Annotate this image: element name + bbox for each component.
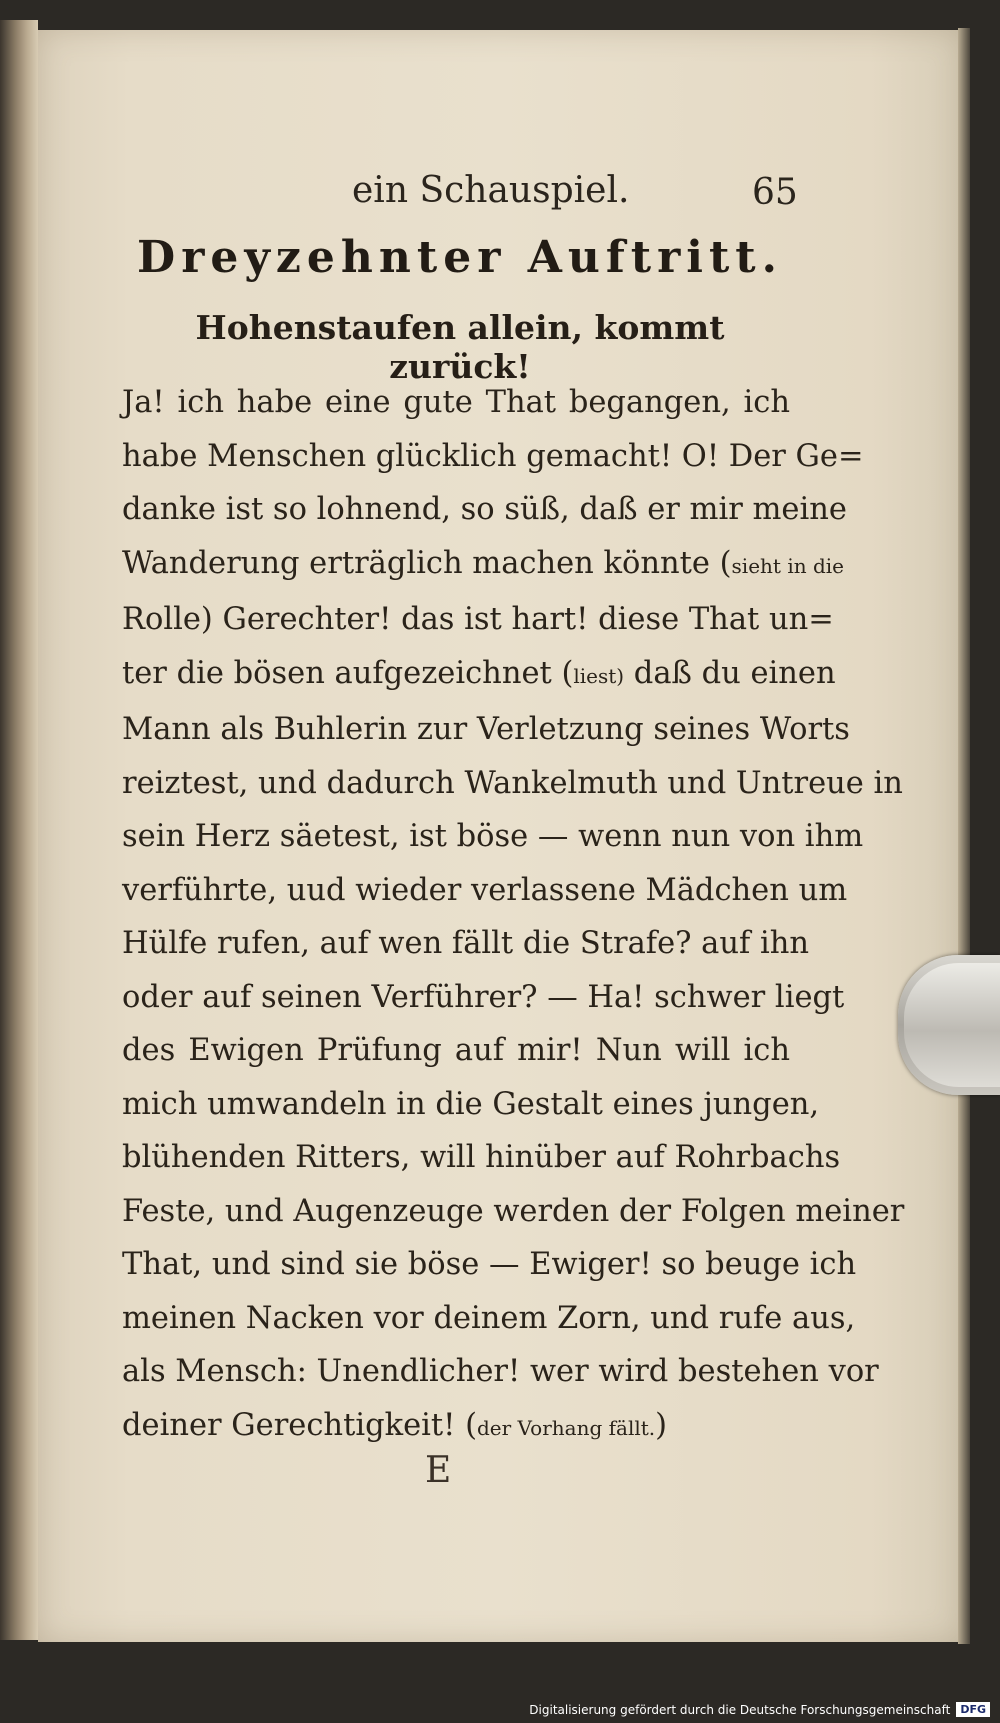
text-line: mich umwandeln in die Gestalt eines jungen,	[122, 1086, 820, 1122]
text-line: Rolle) Gerechter! das ist hart! diese That un=	[122, 602, 834, 637]
text-line: ter die bösen aufgezeichnet (liest) daß du einen	[122, 655, 836, 691]
text-line: Ja! ich habe eine gute That begangen, ich	[122, 385, 790, 420]
stage-direction: Hohenstaufen allein, kommt zurück!	[195, 308, 725, 386]
page-number: 65	[752, 172, 798, 213]
stage-aside: liest)	[573, 663, 625, 688]
text-line: sein Herz säetest, ist böse — wenn nun von ihm	[122, 819, 864, 854]
text-line: habe Menschen glücklich gemacht! O! Der Ge=	[122, 438, 864, 474]
signature-mark: E	[425, 1450, 452, 1491]
text-line: Wanderung erträglich machen könnte (sieht in die	[122, 545, 844, 581]
text-line: des Ewigen Prüfung auf mir! Nun will ich	[122, 1033, 790, 1068]
text-line: oder auf seinen Verführer? — Ha! schwer liegt	[122, 979, 845, 1015]
funding-credit: Digitalisierung gefördert durch die Deutsche Forschungsgemeinschaft	[529, 1702, 951, 1717]
scene-title: Dreyzehnter Auftritt.	[137, 232, 783, 283]
text-line: als Mensch: Unendlicher! wer wird bestehen vor	[122, 1354, 879, 1389]
text-line: That, und sind sie böse — Ewiger! so beuge ich	[122, 1247, 857, 1282]
text-line: Feste, und Augenzeuge werden der Folgen meiner	[122, 1193, 905, 1229]
dfg-logo: DFG	[956, 1702, 990, 1717]
text-line: meinen Nacken vor deinem Zorn, und rufe aus,	[122, 1300, 856, 1336]
text-line: Hülfe rufen, auf wen fällt die Strafe? auf ihn	[122, 926, 810, 961]
left-page-edge	[0, 20, 38, 1640]
stage-aside: der Vorhang fällt.	[477, 1415, 656, 1440]
page-header	[120, 170, 800, 220]
running-title: ein Schauspiel.	[352, 170, 630, 211]
text-line: Mann als Buhlerin zur Verletzung seines Worts	[122, 712, 850, 747]
body-text	[122, 376, 905, 1455]
text-line: reiztest, und dadurch Wankelmuth und Untreue in	[122, 765, 903, 801]
page-right-edge	[958, 28, 970, 1644]
text-line: danke ist so lohnend, so süß, daß er mir meine	[122, 492, 847, 527]
stage-aside: sieht in die	[731, 553, 844, 578]
digitization-footer	[529, 1702, 990, 1717]
text-line: blühenden Ritters, will hinüber auf Rohrbachs	[122, 1140, 841, 1175]
text-line: deiner Gerechtigkeit! (der Vorhang fällt.)	[122, 1407, 668, 1443]
text-line: verführte, uud wieder verlassene Mädchen um	[122, 872, 848, 908]
bookmark-tab-highlight	[904, 963, 1000, 1087]
